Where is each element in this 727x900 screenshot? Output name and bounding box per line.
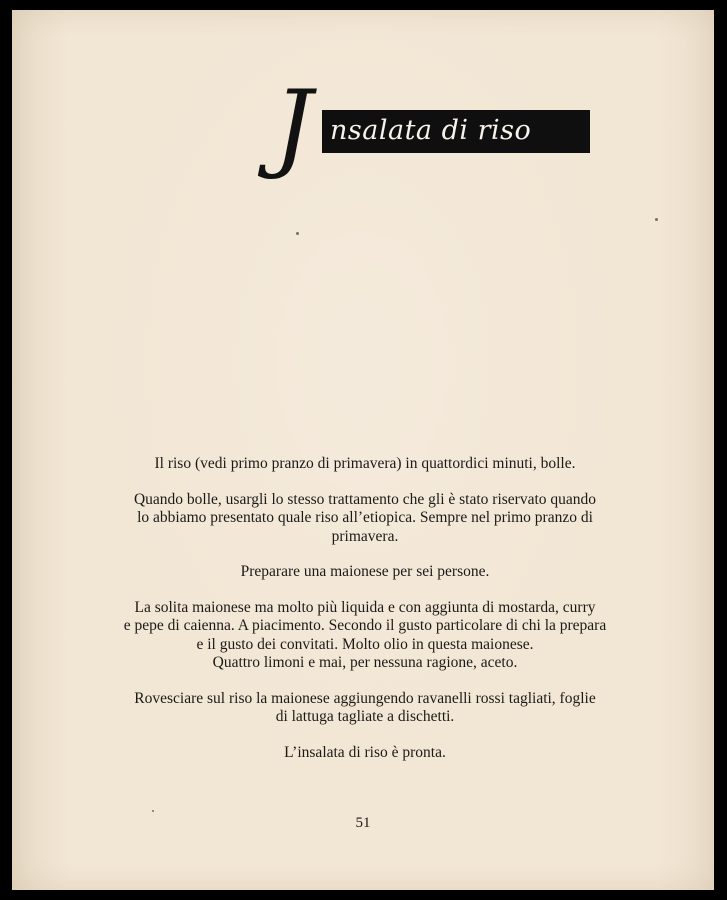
text-line: lo abbiamo presentato quale riso all’etiopica. Sempre nel primo pranzo di [137, 509, 593, 526]
paper-speck [296, 232, 299, 235]
text-line: Il riso (vedi primo pranzo di primavera) in quattordici minuti, bolle. [154, 455, 576, 472]
text-line: La solita maionese ma molto più liquida e con aggiunta di mostarda, curry [134, 598, 596, 616]
recipe-title [12, 10, 714, 210]
text-line: Quattro limoni e mai, per nessuna ragione, aceto. [212, 654, 518, 671]
paragraph-3 [70, 563, 660, 582]
recipe-body [70, 455, 660, 779]
text-line: Preparare una maionese per sei persone. [240, 563, 490, 580]
paragraph-1 [70, 455, 660, 474]
paragraph-5 [70, 690, 660, 727]
paper-speck [152, 810, 154, 812]
text-line: di lattuga tagliate a dischetti. [275, 708, 455, 725]
book-page [12, 10, 714, 890]
text-line: e il gusto dei convitati. Molto olio in questa maionese. [196, 635, 534, 653]
paragraph-2 [70, 491, 660, 547]
title-text: nsalata di riso [330, 115, 532, 146]
title-initial: J [274, 70, 313, 182]
text-line: L’insalata di riso è pronta. [284, 743, 446, 761]
paragraph-6 [70, 744, 660, 763]
paragraph-4 [70, 599, 660, 673]
text-line: e pepe di caienna. A piacimento. Secondo il gusto particolare di chi la prepara [123, 617, 607, 634]
paper-speck [655, 218, 658, 221]
text-line: Rovesciare sul riso la maionese aggiungendo ravanelli rossi tagliati, foglie [134, 689, 596, 707]
text-line: primavera. [331, 527, 399, 545]
page-number: 51 [355, 815, 371, 831]
text-line: Quando bolle, usargli lo stesso trattamento che gli è stato riservato quando [133, 490, 597, 508]
